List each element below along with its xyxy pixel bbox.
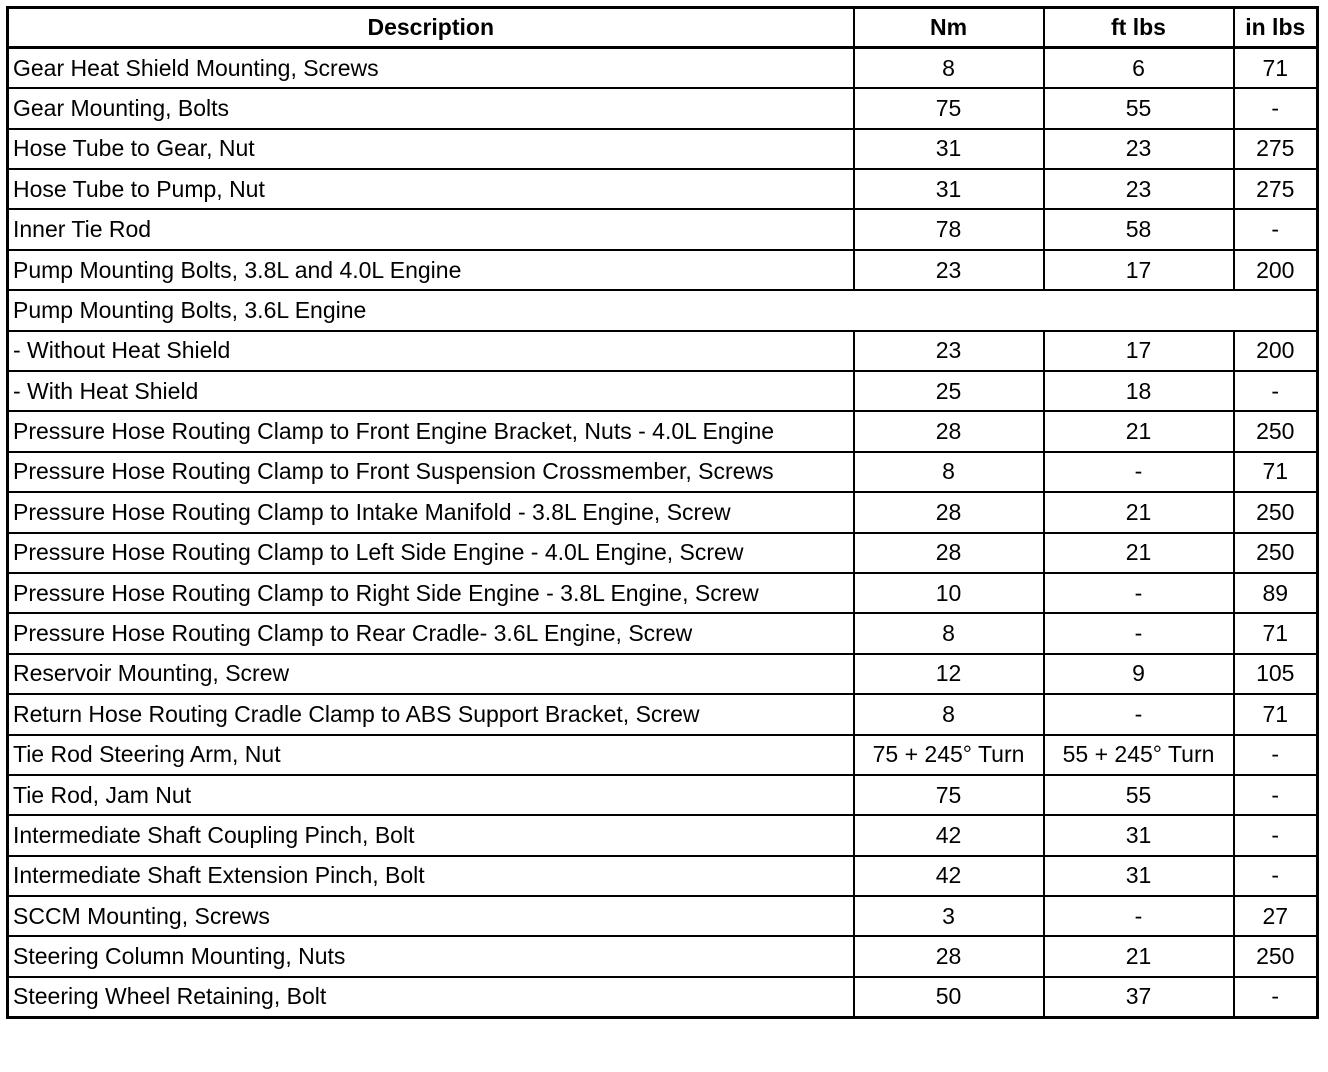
cell-nm: 28 [854, 936, 1044, 976]
table-row [8, 209, 1318, 249]
cell-description: Pressure Hose Routing Clamp to Front Suspension Crossmember, Screws [8, 452, 854, 492]
cell-ft-lbs: 21 [1044, 411, 1234, 451]
cell-description: Hose Tube to Gear, Nut [8, 129, 854, 169]
cell-nm: 28 [854, 492, 1044, 532]
cell-in-lbs: 200 [1234, 331, 1318, 371]
cell-nm: 23 [854, 250, 1044, 290]
cell-in-lbs: - [1234, 209, 1318, 249]
cell-ft-lbs: 55 [1044, 775, 1234, 815]
cell-ft-lbs: 18 [1044, 371, 1234, 411]
cell-in-lbs: 275 [1234, 169, 1318, 209]
cell-description: Pump Mounting Bolts, 3.6L Engine [8, 290, 1318, 330]
table-row [8, 48, 1318, 88]
cell-nm: 23 [854, 331, 1044, 371]
table-header-row [8, 8, 1318, 48]
cell-ft-lbs: 23 [1044, 169, 1234, 209]
cell-nm: 8 [854, 48, 1044, 88]
cell-description: Intermediate Shaft Extension Pinch, Bolt [8, 856, 854, 896]
table-row [8, 411, 1318, 451]
cell-description: Pump Mounting Bolts, 3.8L and 4.0L Engine [8, 250, 854, 290]
cell-ft-lbs: 31 [1044, 815, 1234, 855]
cell-ft-lbs: - [1044, 573, 1234, 613]
cell-nm: 8 [854, 452, 1044, 492]
cell-description: Return Hose Routing Cradle Clamp to ABS Support Bracket, Screw [8, 694, 854, 734]
cell-description: Gear Mounting, Bolts [8, 88, 854, 128]
cell-description: Tie Rod, Jam Nut [8, 775, 854, 815]
cell-ft-lbs: 31 [1044, 856, 1234, 896]
cell-description: Pressure Hose Routing Clamp to Intake Manifold - 3.8L Engine, Screw [8, 492, 854, 532]
cell-ft-lbs: 55 + 245° Turn [1044, 735, 1234, 775]
table-row [8, 452, 1318, 492]
cell-nm: 8 [854, 694, 1044, 734]
cell-ft-lbs: 58 [1044, 209, 1234, 249]
cell-description: Steering Wheel Retaining, Bolt [8, 977, 854, 1017]
cell-in-lbs: 250 [1234, 936, 1318, 976]
cell-nm: 8 [854, 613, 1044, 653]
cell-in-lbs: 89 [1234, 573, 1318, 613]
cell-description: Pressure Hose Routing Clamp to Front Engine Bracket, Nuts - 4.0L Engine [8, 411, 854, 451]
cell-nm: 31 [854, 169, 1044, 209]
table-row [8, 613, 1318, 653]
cell-description: - Without Heat Shield [8, 331, 854, 371]
cell-description: Pressure Hose Routing Clamp to Right Side Engine - 3.8L Engine, Screw [8, 573, 854, 613]
cell-ft-lbs: 17 [1044, 250, 1234, 290]
table-row [8, 331, 1318, 371]
cell-description: Steering Column Mounting, Nuts [8, 936, 854, 976]
cell-in-lbs: 27 [1234, 896, 1318, 936]
cell-description: Reservoir Mounting, Screw [8, 654, 854, 694]
table-row [8, 573, 1318, 613]
table-row [8, 129, 1318, 169]
header-nm: Nm [854, 8, 1044, 48]
cell-ft-lbs: - [1044, 896, 1234, 936]
cell-ft-lbs: 21 [1044, 936, 1234, 976]
cell-nm: 3 [854, 896, 1044, 936]
cell-nm: 12 [854, 654, 1044, 694]
cell-in-lbs: - [1234, 735, 1318, 775]
cell-nm: 25 [854, 371, 1044, 411]
cell-nm: 10 [854, 573, 1044, 613]
cell-ft-lbs: 37 [1044, 977, 1234, 1017]
cell-in-lbs: 250 [1234, 411, 1318, 451]
cell-description: Pressure Hose Routing Clamp to Rear Cradle- 3.6L Engine, Screw [8, 613, 854, 653]
cell-description: Inner Tie Rod [8, 209, 854, 249]
table-row [8, 88, 1318, 128]
cell-in-lbs: 250 [1234, 492, 1318, 532]
table-row [8, 250, 1318, 290]
table-row [8, 735, 1318, 775]
cell-ft-lbs: 21 [1044, 533, 1234, 573]
table-row [8, 290, 1318, 330]
table-row [8, 654, 1318, 694]
cell-nm: 28 [854, 533, 1044, 573]
cell-in-lbs: - [1234, 775, 1318, 815]
cell-ft-lbs: - [1044, 694, 1234, 734]
cell-in-lbs: 71 [1234, 452, 1318, 492]
cell-nm: 42 [854, 815, 1044, 855]
table-row [8, 896, 1318, 936]
cell-in-lbs: - [1234, 371, 1318, 411]
table-row [8, 533, 1318, 573]
cell-description: Pressure Hose Routing Clamp to Left Side Engine - 4.0L Engine, Screw [8, 533, 854, 573]
table-row [8, 694, 1318, 734]
cell-description: Intermediate Shaft Coupling Pinch, Bolt [8, 815, 854, 855]
cell-nm: 28 [854, 411, 1044, 451]
cell-in-lbs: 71 [1234, 694, 1318, 734]
header-in-lbs: in lbs [1234, 8, 1318, 48]
table-body [8, 48, 1318, 1017]
cell-ft-lbs: - [1044, 452, 1234, 492]
cell-in-lbs: - [1234, 815, 1318, 855]
cell-nm: 75 [854, 88, 1044, 128]
cell-description: Gear Heat Shield Mounting, Screws [8, 48, 854, 88]
table-row [8, 815, 1318, 855]
cell-in-lbs: 105 [1234, 654, 1318, 694]
cell-ft-lbs: 23 [1044, 129, 1234, 169]
table-row [8, 856, 1318, 896]
cell-in-lbs: 275 [1234, 129, 1318, 169]
cell-description: SCCM Mounting, Screws [8, 896, 854, 936]
cell-nm: 75 [854, 775, 1044, 815]
table-row [8, 169, 1318, 209]
cell-in-lbs: 250 [1234, 533, 1318, 573]
cell-ft-lbs: 55 [1044, 88, 1234, 128]
header-ft-lbs: ft lbs [1044, 8, 1234, 48]
cell-ft-lbs: 6 [1044, 48, 1234, 88]
cell-nm: 50 [854, 977, 1044, 1017]
cell-in-lbs: 71 [1234, 613, 1318, 653]
cell-nm: 31 [854, 129, 1044, 169]
cell-nm: 78 [854, 209, 1044, 249]
cell-ft-lbs: 9 [1044, 654, 1234, 694]
cell-description: Hose Tube to Pump, Nut [8, 169, 854, 209]
table-row [8, 936, 1318, 976]
table-row [8, 775, 1318, 815]
table-row [8, 492, 1318, 532]
cell-ft-lbs: 17 [1044, 331, 1234, 371]
table-row [8, 371, 1318, 411]
cell-in-lbs: 71 [1234, 48, 1318, 88]
cell-ft-lbs: - [1044, 613, 1234, 653]
cell-in-lbs: 200 [1234, 250, 1318, 290]
torque-spec-table [6, 6, 1319, 1019]
cell-ft-lbs: 21 [1044, 492, 1234, 532]
cell-description: Tie Rod Steering Arm, Nut [8, 735, 854, 775]
header-description: Description [8, 8, 854, 48]
cell-in-lbs: - [1234, 977, 1318, 1017]
cell-in-lbs: - [1234, 856, 1318, 896]
table-row [8, 977, 1318, 1017]
cell-nm: 75 + 245° Turn [854, 735, 1044, 775]
cell-in-lbs: - [1234, 88, 1318, 128]
cell-description: - With Heat Shield [8, 371, 854, 411]
cell-nm: 42 [854, 856, 1044, 896]
